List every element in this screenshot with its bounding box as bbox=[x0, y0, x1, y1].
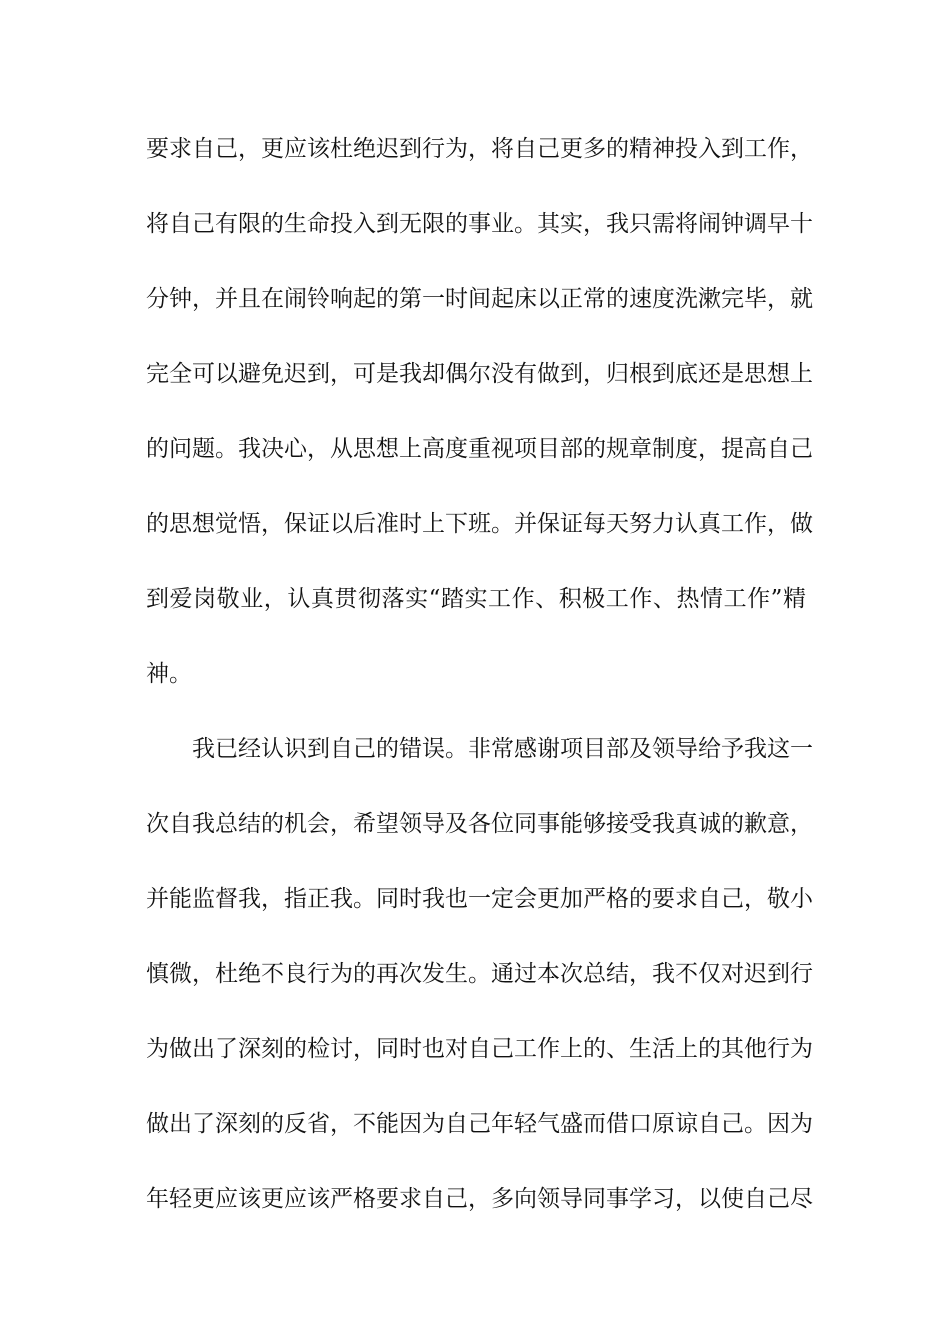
text-line: 神。 bbox=[146, 661, 192, 687]
text-line: 要求自己，更应该杜绝迟到行为，将自己更多的精神投入到工作， bbox=[146, 136, 813, 162]
text-line: 的思想觉悟，保证以后准时上下班。并保证每天努力认真工作，做 bbox=[146, 511, 813, 537]
text-line: 做出了深刻的反省，不能因为自己年轻气盛而借口原谅自己。因为 bbox=[146, 1111, 813, 1137]
text-line: 完全可以避免迟到，可是我却偶尔没有做到，归根到底还是思想上 bbox=[146, 361, 813, 387]
text-line: 为做出了深刻的检讨，同时也对自己工作上的、生活上的其他行为 bbox=[146, 1036, 813, 1062]
paragraph-first-line: 我已经认识到自己的错误。非常感谢项目部及领导给予我这一 bbox=[192, 736, 813, 762]
text-line: 次自我总结的机会，希望领导及各位同事能够接受我真诚的歉意， bbox=[146, 811, 813, 837]
text-line: 到爱岗敬业，认真贯彻落实“踏实工作、积极工作、热情工作”精 bbox=[146, 586, 806, 612]
text-line: 年轻更应该更应该严格要求自己，多向领导同事学习，以使自己尽 bbox=[146, 1186, 813, 1212]
text-line: 将自己有限的生命投入到无限的事业。其实，我只需将闹钟调早十 bbox=[146, 211, 813, 237]
text-line: 慎微，杜绝不良行为的再次发生。通过本次总结，我不仅对迟到行 bbox=[146, 961, 813, 987]
text-line: 的问题。我决心，从思想上高度重视项目部的规章制度，提高自己 bbox=[146, 436, 813, 462]
text-line: 分钟，并且在闹铃响起的第一时间起床以正常的速度洗漱完毕，就 bbox=[146, 286, 813, 312]
text-line: 并能监督我，指正我。同时我也一定会更加严格的要求自己，敬小 bbox=[146, 886, 813, 912]
